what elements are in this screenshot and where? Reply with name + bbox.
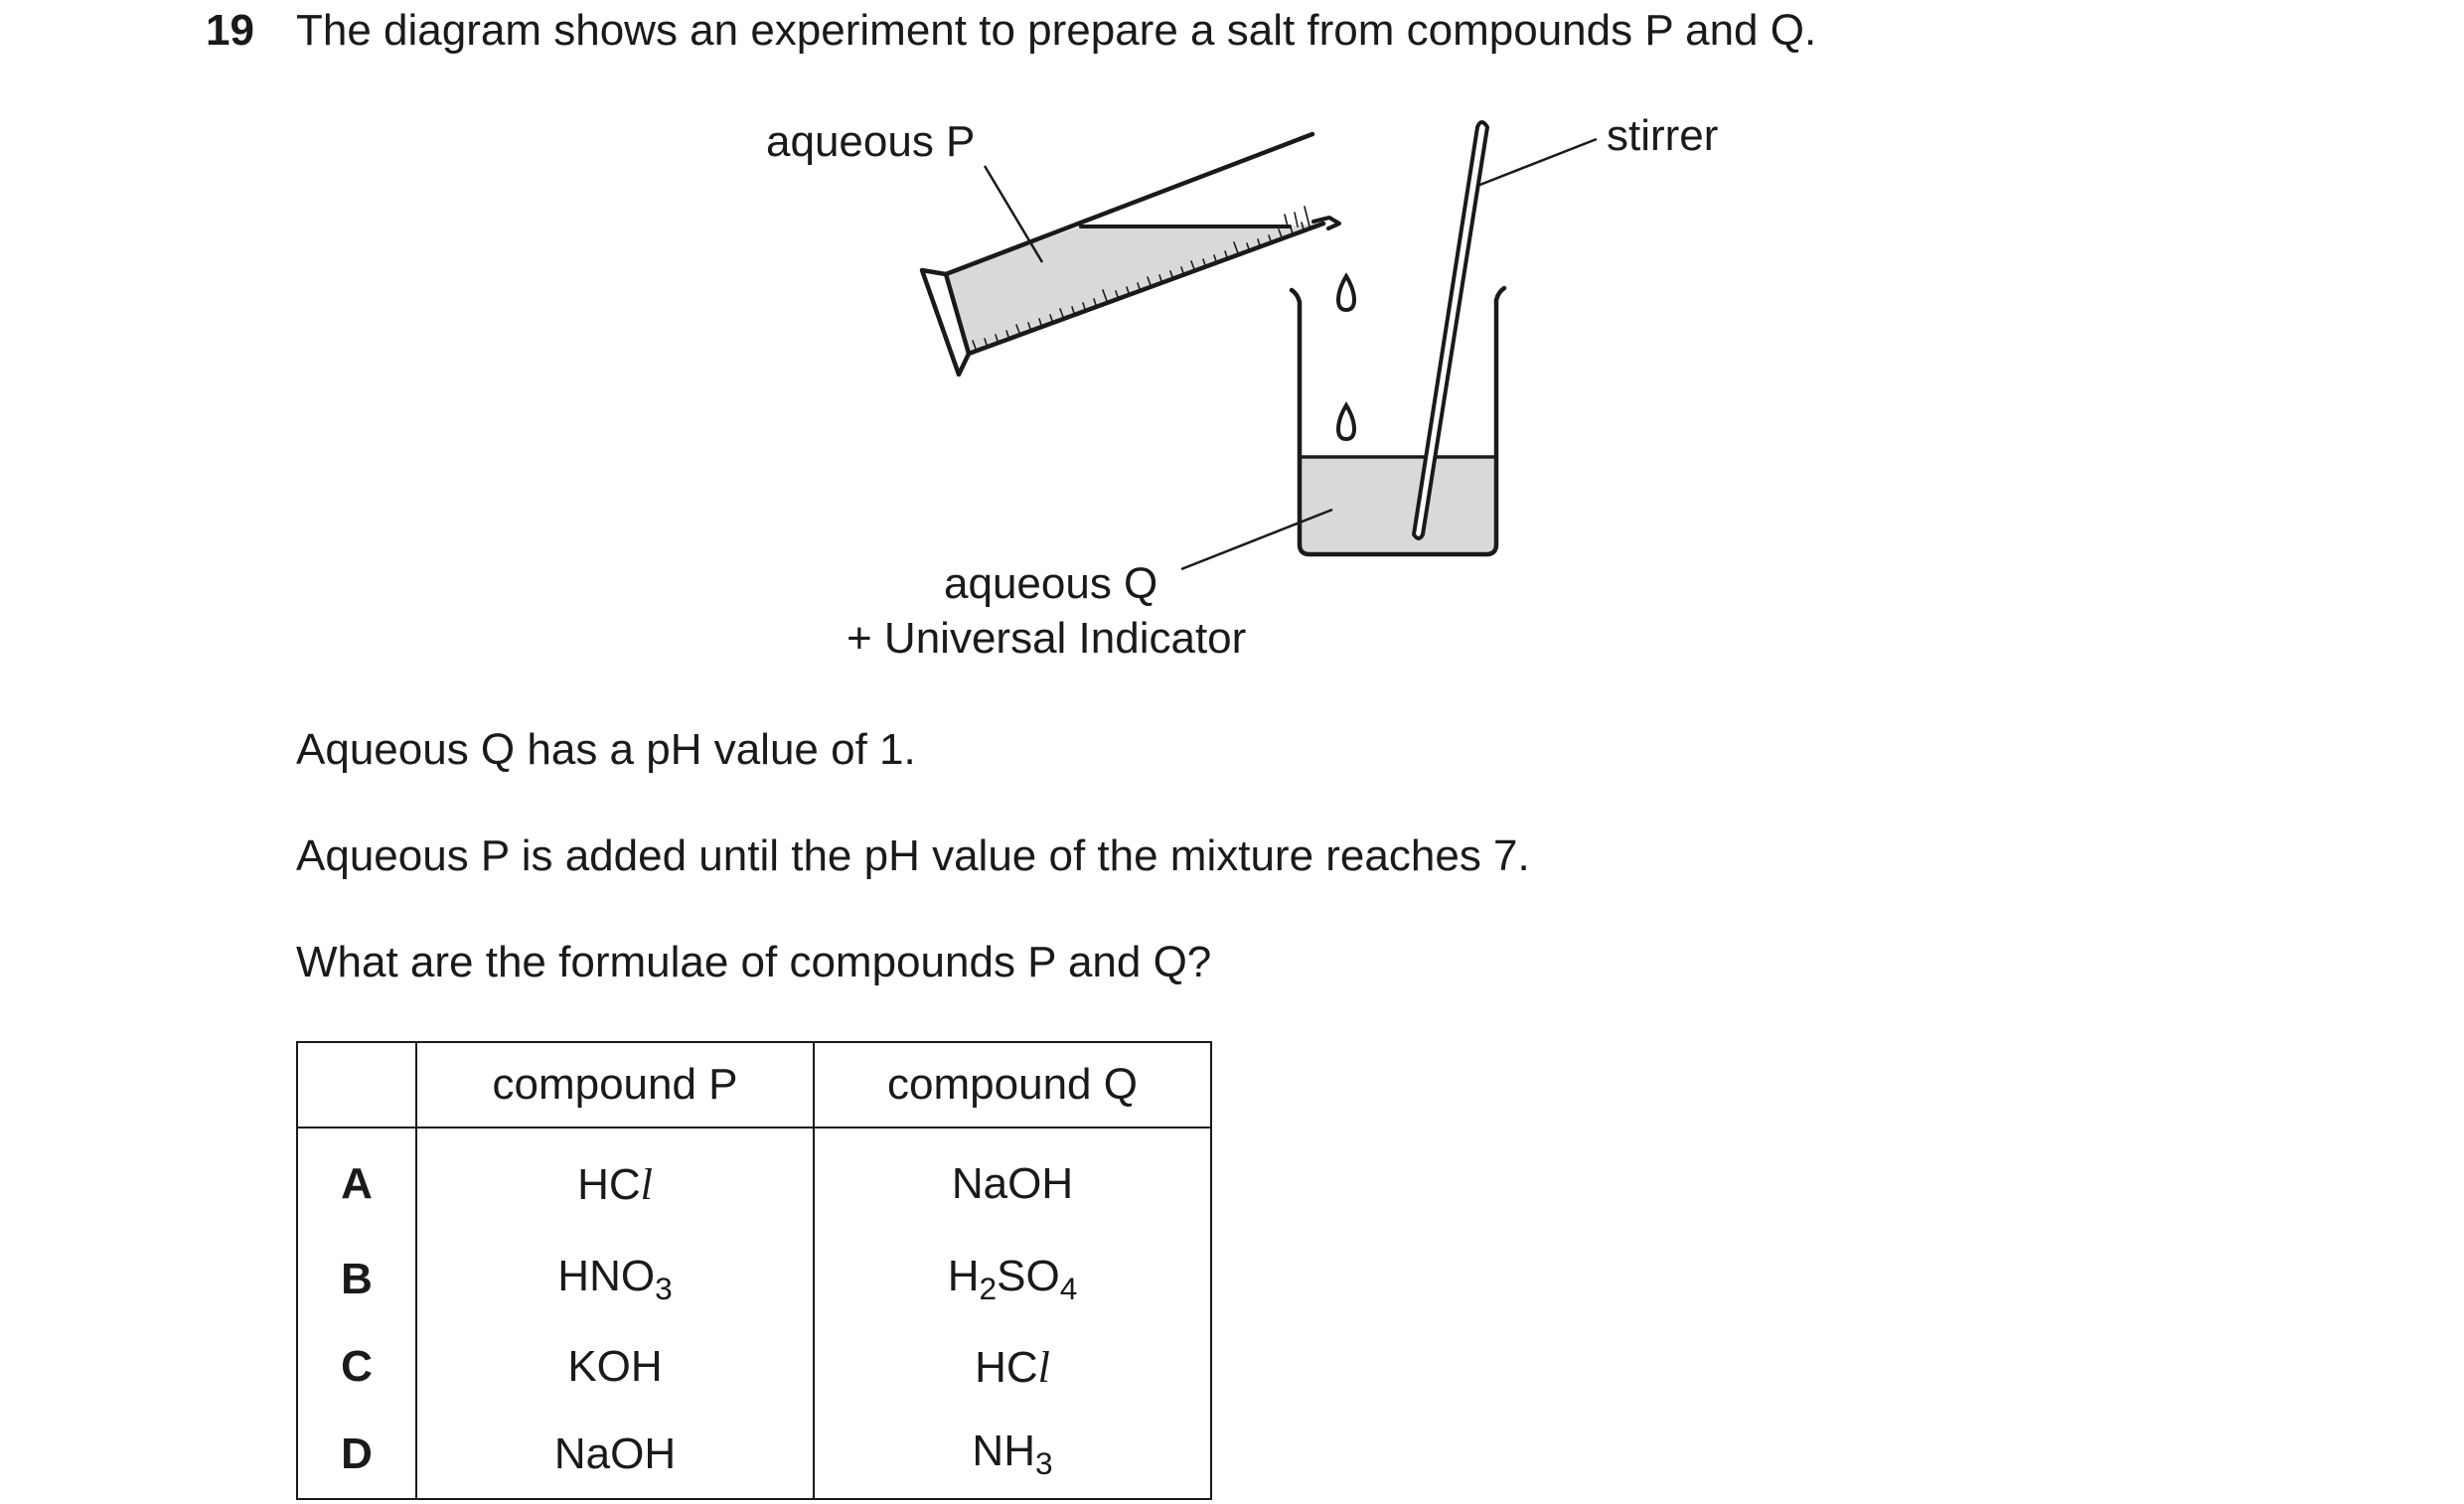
compound-q-cell: $H_2SO_4$	[814, 1236, 1211, 1323]
drop-lower	[1338, 405, 1354, 439]
paragraph-question: What are the formulae of compounds P and Q?	[296, 938, 1212, 986]
paragraph-ph-q: Aqueous Q has a pH value of 1.	[296, 725, 916, 774]
label-universal-indicator: + Universal Indicator	[847, 614, 1247, 663]
compound-p-cell: $HNO_3$	[416, 1236, 814, 1323]
header-blank	[297, 1042, 416, 1128]
drop-upper	[1338, 276, 1354, 310]
question-stem: The diagram shows an experiment to prepare a salt from compounds P and Q.	[296, 6, 1817, 55]
table-row-c	[297, 1323, 1211, 1411]
label-aqueous-p: aqueous P	[766, 117, 976, 166]
measuring-cylinder	[922, 134, 1339, 375]
option-letter: C	[297, 1323, 416, 1411]
table-row-a	[297, 1128, 1211, 1236]
beaker-solution	[1300, 459, 1496, 554]
label-aqueous-q: aqueous Q	[944, 559, 1158, 608]
leader-stirrer	[1477, 139, 1597, 186]
table-row-b	[297, 1236, 1211, 1323]
header-compound-q: compound Q	[814, 1042, 1211, 1128]
option-letter: D	[297, 1411, 416, 1499]
compound-q-cell: HCl	[814, 1323, 1211, 1411]
table-header-row	[297, 1042, 1211, 1128]
paragraph-ph-mixture: Aqueous P is added until the pH value of the mixture reaches 7.	[296, 831, 1530, 880]
compound-q-cell: NaOH	[814, 1128, 1211, 1236]
option-letter: B	[297, 1236, 416, 1323]
compound-p-cell: NaOH	[416, 1411, 814, 1499]
answer-table	[296, 1041, 1212, 1500]
question-number: 19	[206, 6, 254, 55]
header-compound-p: compound P	[416, 1042, 814, 1128]
compound-p-cell: KOH	[416, 1323, 814, 1411]
label-stirrer: stirrer	[1607, 111, 1719, 160]
table-row-d	[297, 1411, 1211, 1499]
compound-p-cell: HCl	[416, 1128, 814, 1236]
compound-q-cell: $NH_3$	[814, 1411, 1211, 1499]
option-letter: A	[297, 1128, 416, 1236]
